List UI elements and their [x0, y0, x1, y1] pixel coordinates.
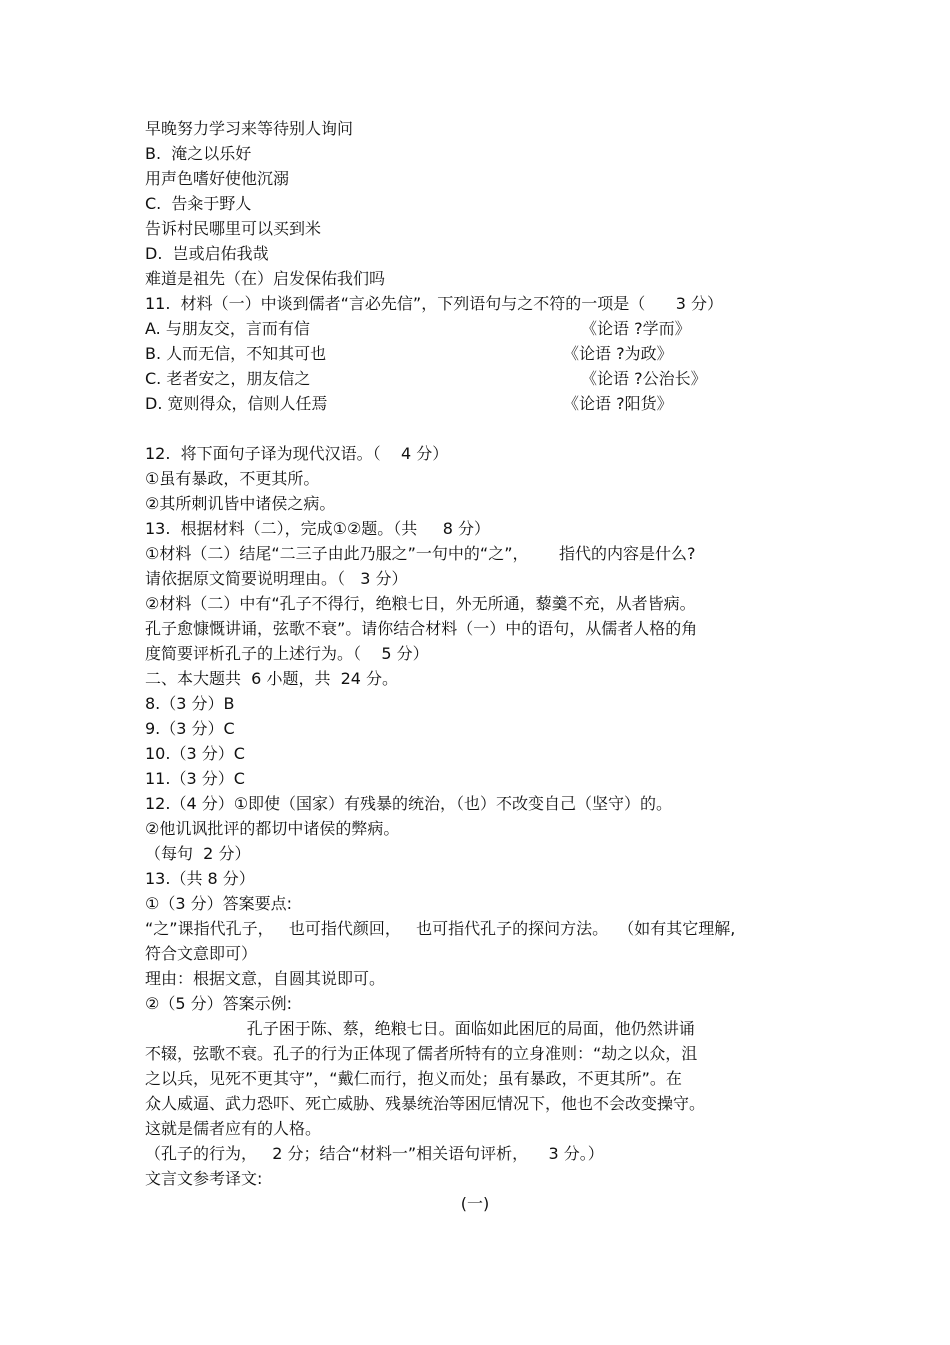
- text-line: 用声色嗜好使他沉溺: [145, 169, 290, 188]
- answer-paragraph: 孔子困于陈、蔡，绝粮七日。面临如此困厄的局面，他仍然讲诵: [145, 1019, 695, 1038]
- answer-line: 13.（共 8 分）: [145, 869, 255, 888]
- answer-line: 理由：根据文意，自圆其说即可。: [145, 969, 386, 988]
- text-line: B. 淹之以乐好: [145, 144, 252, 163]
- option-c: C. 老者安之，朋友信之: [145, 369, 311, 388]
- source-a: 《论语 ?学而》: [581, 319, 691, 338]
- text-line: 请依据原文简要说明理由。（ 3 分）: [145, 569, 408, 588]
- answer-paragraph: 之以兵，见死不更其守”，“戴仁而行，抱义而处；虽有暴政，不更其所”。在: [145, 1069, 682, 1088]
- text-line: 早晚努力学习来等待别人询问: [145, 119, 354, 138]
- option-b: B. 人而无信，不知其可也: [145, 344, 327, 363]
- question-13: 13. 根据材料（二），完成①②题。（共 8 分）: [145, 519, 491, 538]
- answer-line: 10.（3 分）C: [145, 744, 245, 763]
- answer-line: 12.（4 分）①即使（国家）有残暴的统治，（也）不改变自己（坚守）的。: [145, 794, 673, 813]
- text-line: ①虽有暴政，不更其所。: [145, 469, 320, 488]
- answer-paragraph: 众人威逼、武力恐吓、死亡威胁、残暴统治等困厄情况下，他也不会改变操守。: [145, 1094, 706, 1113]
- source-b: 《论语 ?为政》: [563, 344, 673, 363]
- answer-line: 符合文意即可）: [145, 944, 258, 963]
- option-d: D. 宽则得众，信则人任焉: [145, 394, 328, 413]
- text-line: ①材料（二）结尾“二三子由此乃服之”一句中的“之”， 指代的内容是什么?: [145, 544, 696, 563]
- source-c: 《论语 ?公治长》: [581, 369, 707, 388]
- source-d: 《论语 ?阳货》: [563, 394, 673, 413]
- text-line: C. 告籴于野人: [145, 194, 252, 213]
- answer-line: ②（5 分）答案示例:: [145, 994, 293, 1013]
- answer-line: （孔子的行为， 2 分；结合“材料一”相关语句评析， 3 分。）: [145, 1144, 604, 1163]
- text-line: D. 岂或启佑我哉: [145, 244, 269, 263]
- section-mark: (一): [460, 1194, 490, 1213]
- answer-line: ①（3 分）答案要点:: [145, 894, 293, 913]
- answer-paragraph: 这就是儒者应有的人格。: [145, 1119, 322, 1138]
- question-12: 12. 将下面句子译为现代汉语。（ 4 分）: [145, 444, 449, 463]
- answer-line: 9.（3 分）C: [145, 719, 235, 738]
- text-line: 告诉村民哪里可以买到米: [145, 219, 322, 238]
- section-heading: 二、本大题共 6 小题，共 24 分。: [145, 669, 399, 688]
- option-a: A. 与朋友交，言而有信: [145, 319, 310, 338]
- text-line: 难道是祖先（在）启发保佑我们吗: [145, 269, 386, 288]
- translation-heading: 文言文参考译文:: [145, 1169, 263, 1188]
- answer-line: 11.（3 分）C: [145, 769, 245, 788]
- answer-line: “之”课指代孔子， 也可指代颜回， 也可指代孔子的探问方法。 （如有其它理解,: [145, 919, 736, 938]
- text-line: 度简要评析孔子的上述行为。（ 5 分）: [145, 644, 429, 663]
- question-11: 11. 材料（一）中谈到儒者“言必先信”，下列语句与之不符的一项是（ 3 分）: [145, 294, 723, 313]
- text-line: ②材料（二）中有“孔子不得行，绝粮七日，外无所通，藜羹不充，从者皆病。: [145, 594, 696, 613]
- answer-line: （每句 2 分）: [145, 844, 251, 863]
- answer-line: 8.（3 分）B: [145, 694, 235, 713]
- text-line: ②其所刺讥皆中诸侯之病。: [145, 494, 336, 513]
- answer-paragraph: 不辍，弦歌不衰。孔子的行为正体现了儒者所特有的立身准则：“劫之以众，沮: [145, 1044, 698, 1063]
- answer-line: ②他讥讽批评的都切中诸侯的弊病。: [145, 819, 400, 838]
- text-line: 孔子愈慷慨讲诵，弦歌不衰”。请你结合材料（一）中的语句，从儒者人格的角: [145, 619, 698, 638]
